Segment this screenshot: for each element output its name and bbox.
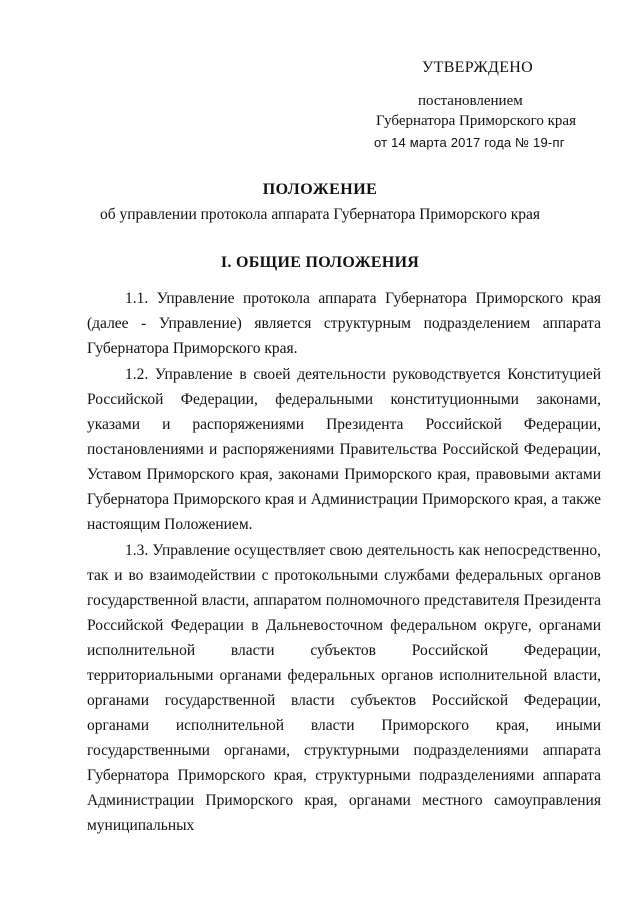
approval-stamp — [372, 58, 602, 153]
approval-resolution-label: постановлением — [418, 93, 523, 109]
approval-authority: Губернатора Приморского края — [376, 113, 576, 129]
section-heading: I. ОБЩИЕ ПОЛОЖЕНИЯ — [220, 254, 420, 271]
paragraph-1-3: 1.3. Управление осуществляет свою деятельность как непосредственно, так и во взаимодействии с протокольными службами федеральных органов государственной власти, аппаратом полномочного представителя Президента Российской Федерации в Дальневосточном федеральном округе, органами исполнительной власти субъектов Российской Федерации, территориальными органами федеральных органов исполнительной власти, органами государственной власти субъектов Российской Федерации, органами исполнительной власти Приморского края, иными государственными органами, структурными подразделениями аппарата Губернатора Приморского края, структурными подразделениями аппарата Администрации Приморского края, органами местного самоуправления муниципальных — [87, 542, 601, 834]
document-subtitle: об управлении протокола аппарата Губернатора Приморского края — [99, 206, 541, 223]
paragraph-1-2: 1.2. Управление в своей деятельности руководствуется Конституцией Российской Федерации, федеральными конституционными законами, указами и распоряжениями Президента Российской Федерации, постановлениями и распоряжениями Правительства Российской Федерации, Уставом Приморского края, законами Приморского края, правовыми актами Губернатора Приморского края и Администрации Приморского края, а также настоящим Положением. — [87, 366, 601, 533]
approval-date-number: от 14 марта 2017 года № 19-пг — [374, 135, 565, 150]
paragraph-1-1: 1.1. Управление протокола аппарата Губернатора Приморского края (далее - Управление) является структурным подразделением аппарата Губернатора Приморского края. — [87, 290, 601, 357]
document-body — [87, 286, 601, 839]
document-title: ПОЛОЖЕНИЕ — [262, 181, 378, 198]
approved-label: УТВЕРЖДЕНО — [422, 59, 534, 76]
